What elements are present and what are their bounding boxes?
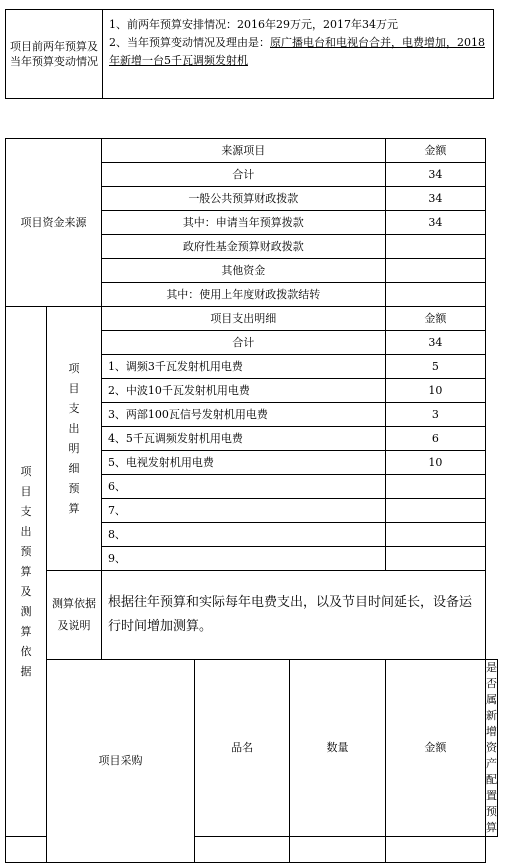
expenditure-row-amount: 10 — [385, 451, 485, 475]
expenditure-row-item: 9、 — [101, 547, 385, 571]
funding-source-label: 项目资金来源 — [6, 139, 102, 307]
expenditure-inner-label — [47, 307, 102, 571]
expenditure-row-item: 3、两部100瓦信号发射机用电费 — [101, 403, 385, 427]
expenditure-outer-label-char: 据 — [20, 664, 32, 678]
expenditure-row-amount — [385, 475, 485, 499]
expenditure-inner-label-char: 项 — [68, 361, 80, 375]
expenditure-row-item: 7、 — [101, 499, 385, 523]
expenditure-row-item: 5、电视发射机用电费 — [101, 451, 385, 475]
funding-row-amount — [385, 283, 485, 307]
procurement-col-amount: 金额 — [385, 660, 485, 837]
basis-text: 根据往年预算和实际每年电费支出，以及节目时间延长，设备运行时间增加测算。 — [101, 571, 485, 660]
expenditure-outer-label-char: 测 — [20, 604, 32, 618]
expenditure-outer-label-char: 出 — [20, 524, 32, 538]
expenditure-row-amount: 10 — [385, 379, 485, 403]
funding-header-amount: 金额 — [385, 139, 485, 163]
funding-row-amount: 34 — [385, 187, 485, 211]
expenditure-row-amount: 5 — [385, 355, 485, 379]
expenditure-outer-label-char: 预 — [20, 544, 32, 558]
expenditure-row-item: 2、中波10千瓦发射机用电费 — [101, 379, 385, 403]
previous-budget-label: 项目前两年预算及当年预算变动情况 — [6, 10, 103, 99]
procurement-cell-amount — [290, 837, 385, 863]
expenditure-row-item: 4、5千瓦调频发射机用电费 — [101, 427, 385, 451]
expenditure-row-item: 6、 — [101, 475, 385, 499]
funding-row-item: 合计 — [101, 163, 385, 187]
expenditure-row-amount: 34 — [385, 331, 485, 355]
expenditure-inner-label-char: 算 — [68, 501, 80, 515]
change-reason-prefix: 2、当年预算变动情况及理由是： — [109, 36, 270, 49]
expenditure-outer-label — [6, 307, 47, 837]
expenditure-inner-label-char: 细 — [68, 461, 80, 475]
expenditure-outer-label-char: 支 — [20, 504, 32, 518]
expenditure-row-amount — [385, 547, 485, 571]
previous-budget-content — [103, 10, 494, 99]
procurement-label: 项目采购 — [47, 660, 195, 863]
funding-header-item: 来源项目 — [101, 139, 385, 163]
expenditure-outer-label-char: 算 — [20, 564, 32, 578]
procurement-col-name: 品名 — [194, 660, 289, 837]
funding-row-amount — [385, 235, 485, 259]
expenditure-row-amount — [385, 523, 485, 547]
project-budget-table — [5, 138, 498, 863]
funding-row-item: 一般公共预算财政拨款 — [101, 187, 385, 211]
previous-budget-line-2 — [109, 34, 487, 70]
expenditure-outer-label-char: 目 — [20, 484, 32, 498]
expenditure-outer-label-char: 项 — [20, 464, 32, 478]
procurement-cell-name — [6, 837, 47, 863]
previous-budget-line-1: 1、前两年预算安排情况：2016年29万元，2017年34万元 — [109, 18, 398, 31]
funding-row-item: 其中：申请当年预算拨款 — [101, 211, 385, 235]
basis-label: 测算依据及说明 — [47, 571, 102, 660]
funding-row-amount: 34 — [385, 163, 485, 187]
expenditure-row-amount — [385, 499, 485, 523]
expenditure-header-item: 项目支出明细 — [101, 307, 385, 331]
previous-budget-table — [5, 9, 494, 99]
expenditure-row-item: 合计 — [101, 331, 385, 355]
funding-row-item: 其他资金 — [101, 259, 385, 283]
expenditure-row-amount: 6 — [385, 427, 485, 451]
expenditure-outer-label-char: 依 — [20, 644, 32, 658]
expenditure-inner-label-char: 预 — [68, 481, 80, 495]
expenditure-inner-label-char: 支 — [68, 401, 80, 415]
funding-row-item: 其中：使用上年度财政拨款结转 — [101, 283, 385, 307]
expenditure-inner-label-char: 出 — [68, 421, 80, 435]
expenditure-row-item: 8、 — [101, 523, 385, 547]
expenditure-row-amount: 3 — [385, 403, 485, 427]
procurement-col-qty: 数量 — [290, 660, 385, 837]
expenditure-header-amount: 金额 — [385, 307, 485, 331]
funding-row-amount: 34 — [385, 211, 485, 235]
funding-row-item: 政府性基金预算财政拨款 — [101, 235, 385, 259]
expenditure-row-item: 1、调频3千瓦发射机用电费 — [101, 355, 385, 379]
procurement-cell-new-asset — [385, 837, 485, 863]
change-reason-text: 原广播电台和电视台合并，电费增加，2018年新增一台5千瓦调频发射机 — [109, 36, 485, 67]
expenditure-outer-label-char: 算 — [20, 624, 32, 638]
funding-row-amount — [385, 259, 485, 283]
procurement-col-new-asset: 是否属新增资产配置预算 — [486, 660, 498, 837]
expenditure-inner-label-char: 目 — [68, 381, 80, 395]
procurement-cell-qty — [194, 837, 289, 863]
expenditure-inner-label-char: 明 — [68, 441, 80, 455]
expenditure-outer-label-char: 及 — [20, 584, 32, 598]
